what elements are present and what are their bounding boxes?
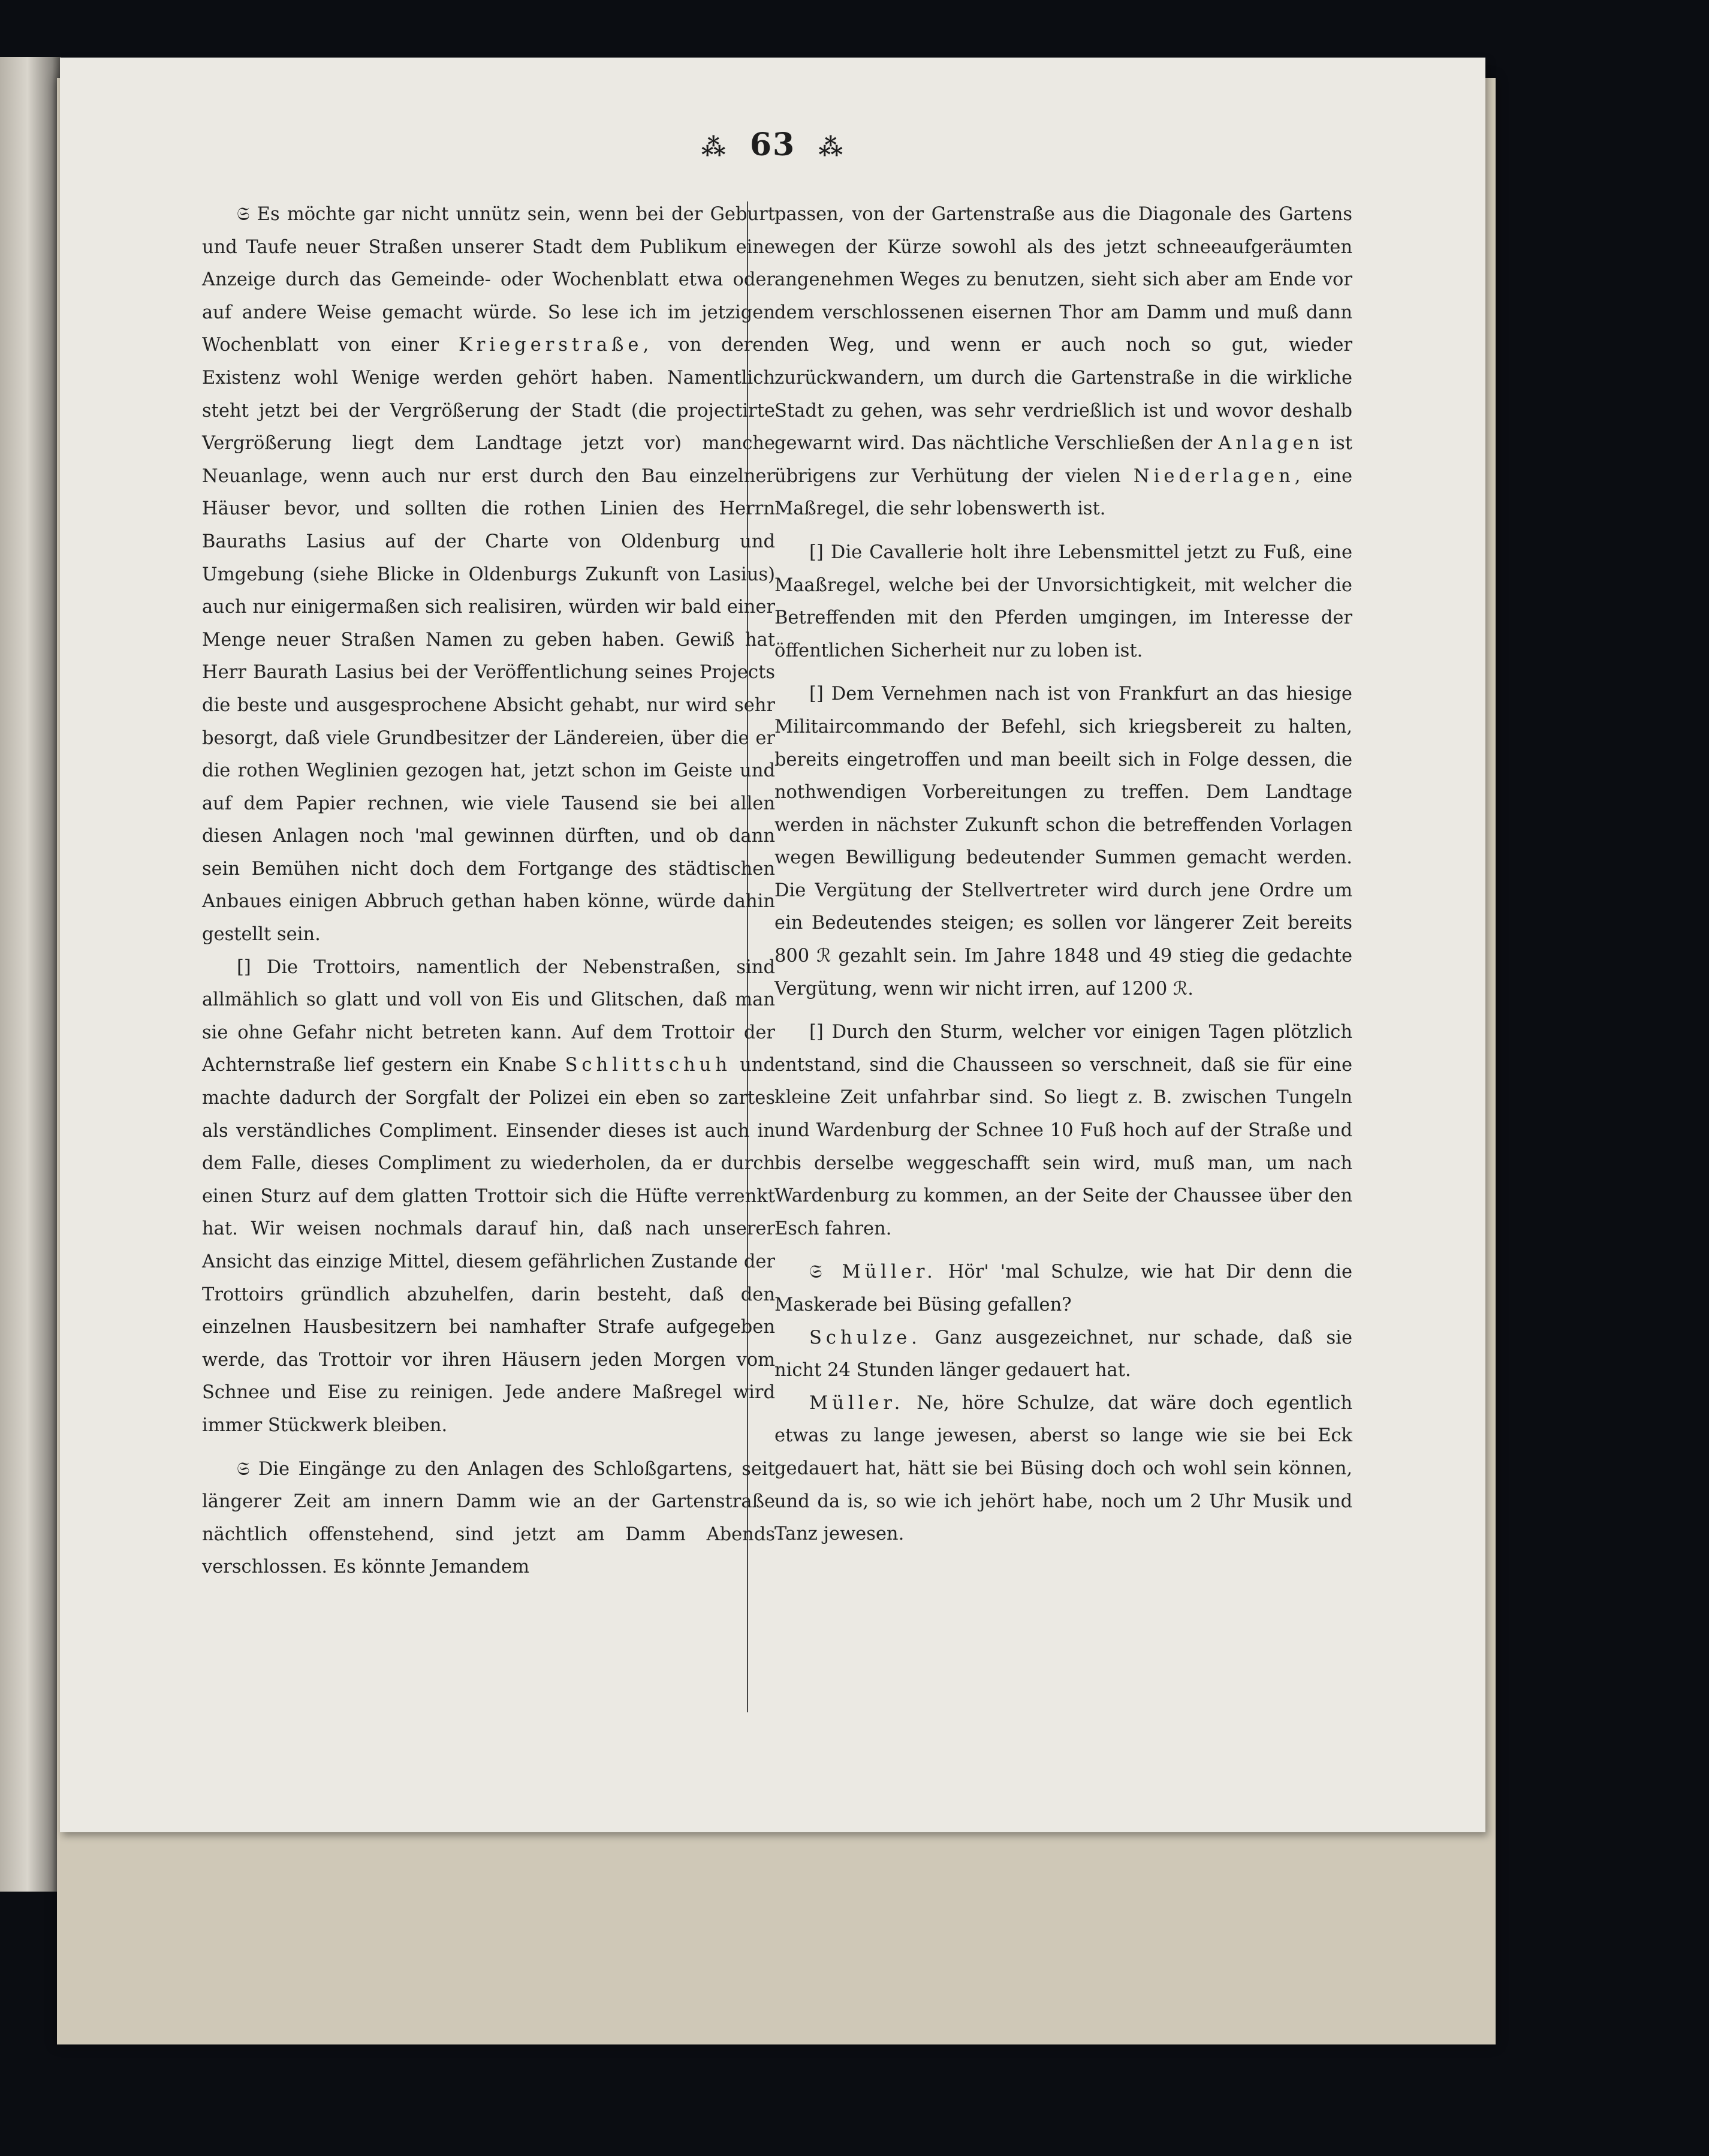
article-schlossgarten-continued [774, 198, 1352, 526]
speaker-name: 𝔖 Müller. [809, 1261, 937, 1283]
article-street-names [202, 198, 775, 951]
speaker-name: Schulze. [809, 1327, 921, 1348]
page-number: 63 [749, 127, 796, 163]
article-text: und machte dadurch der Sorgfalt der Polizei ein eben so zartes als verständliches Compliment. Einsender dieses ist auch in dem Falle, dieses Compliment zu wiederholen, da er durch einen Sturz auf dem glatten Trottoir sich die Hüfte verrenkt hat. Wir weisen nochmals darauf hin, daß nach unserer Ansicht das einzige Mittel, diesem gefährlichen Zustande der Trottoirs gründlich abzuhelfen, darin besteht, daß den einzelnen Hausbesitzern bei namhafter Strafe aufgegeben werde, das Trottoir vor ihren Häusern jeden Morgen vom Schnee und Eise zu reinigen. Jede andere Maßregel wird immer Stückwerk bleiben. [202, 1055, 775, 1436]
article-text: [] Dem Vernehmen nach ist von Frankfurt an das hiesige Militaircommando der Befehl, sich kriegsbereit zu halten, bereits eingetroffen und man beeilt sich in Folge dessen, die nothwendigen Vorbereitungen zu treffen. Dem Landtage werden in nächster Zukunft schon die betreffenden Vorlagen wegen Bewilligung bedeutender Summen gemacht werden. Die Vergütung der Stellvertreter wird durch jene Ordre um ein Bedeutendes steigen; es sollen vor längerer Zeit bereits 800 ℛ gezahlt sein. Im Jahre 1848 und 49 stieg die gedachte Vergütung, wenn wir nicht irren, auf 1200 ℛ. [774, 683, 1352, 999]
article-text: ist übrigens zur Verhütung der vielen [774, 433, 1352, 487]
article-text: [] Die Cavallerie holt ihre Lebensmittel jetzt zu Fuß, eine Maaßregel, welche bei der Unvorsichtigkeit, mit welcher die Betreffenden mit den Pferden umgingen, im Interesse der öffentlichen Sicherheit nur zu loben ist. [774, 541, 1352, 661]
article-militaircommando [774, 678, 1352, 1005]
page-header [60, 127, 1485, 163]
article-text: [] Durch den Sturm, welcher vor einigen Tagen plötzlich entstand, sind die Chausseen so verschneit, daß sie für eine kleine Zeit unfahrbar sind. So liegt z. B. zwischen Tungeln und Wardenburg der Schnee 10 Fuß hoch auf der Straße und bis derselbe weggeschafft sein wird, muß man, um nach Wardenburg zu kommen, an der Seite der Chaussee über den Esch fahren. [774, 1022, 1352, 1239]
dialogue-schulze [774, 1322, 1352, 1387]
article-text: , eine Maßregel, die sehr lobenswerth ist. [774, 465, 1352, 520]
article-text: passen, von der Gartenstraße aus die Diagonale des Gartens wegen der Kürze sowohl als des jetzt schneeaufgeräumten angenehmen Weges zu benutzen, sieht sich aber am Ende vor dem verschlossenen eisernen Thor am Damm und muß dann den Weg, und wenn er auch noch so gut, wieder zurückwandern, um durch die Gartenstraße in die wirkliche Stadt zu gehen, was sehr verdrießlich ist und wovor deshalb gewarnt wird. Das nächtliche Verschließen der [774, 204, 1352, 454]
dialogue-mueller-1 [774, 1256, 1352, 1321]
newspaper-page [60, 58, 1485, 1832]
left-column [202, 198, 775, 1584]
emphasized-text: Niederlagen [1133, 465, 1295, 487]
article-schlossgarten [202, 1453, 775, 1584]
article-cavallerie [774, 537, 1352, 667]
ornament-left-icon: ⁂ [701, 133, 727, 161]
article-text: 𝔖 Es möchte gar nicht unnütz sein, wenn bei der Geburt und Taufe neuer Straßen unserer Stadt dem Publikum eine Anzeige durch das Gemeinde- oder Wochenblatt etwa oder auf andere Weise gemacht würde. So lese ich im jetzigen Wochenblatt von einer [202, 204, 775, 356]
emphasized-text: Anlagen [1218, 433, 1324, 454]
article-text: [] Die Trottoirs, namentlich der Nebenstraßen, sind allmählich so glatt und voll von Eis und Glitschen, daß man sie ohne Gefahr nicht betreten kann. Auf dem Trottoir der Achternstraße lief gestern ein Knabe [202, 956, 775, 1076]
emphasized-text: Kriegerstraße [459, 335, 643, 356]
dialogue-text: Hör' 'mal Schulze, wie hat Dir denn die Maskerade bei Büsing gefallen? [774, 1261, 1352, 1315]
article-text: , von deren Existenz wohl Wenige werden gehört haben. Namentlich steht jetzt bei der Vergrößerung der Stadt (die projectirte Vergrößerung liegt dem Landtage jetzt vor) manche Neuanlage, wenn auch nur erst durch den Bau einzelner Häuser bevor, und sollten die rothen Linien des Herrn Bauraths Lasius auf der Charte von Oldenburg und Umgebung (siehe Blicke in Oldenburgs Zukunft von Lasius) auch nur einigermaßen sich realisiren, würden wir bald einer Menge neuer Straßen Namen zu geben haben. Gewiß hat Herr Baurath Lasius bei der Veröffentlichung seines Projects die beste und ausgesprochene Absicht gehabt, nur wird sehr besorgt, daß viele Grundbesitzer der Ländereien, über die er die rothen Weglinien gezogen hat, jetzt schon im Geiste und auf dem Papier rechnen, wie viele Tausend sie bei allen diesen Anlagen noch 'mal gewinnen dürften, und ob dann sein Bemühen nicht doch dem Fortgange des städtischen Anbaues einigen Abbruch gethan haben könne, würde dahin gestellt sein. [202, 335, 775, 945]
article-trottoirs [202, 951, 775, 1443]
speaker-name: Müller. [809, 1392, 905, 1414]
dialogue-mueller-2 [774, 1387, 1352, 1551]
article-sturm [774, 1016, 1352, 1245]
right-column [774, 198, 1352, 1551]
emphasized-text: Schlittschuh [565, 1055, 731, 1076]
dialogue-text: Ganz ausgezeichnet, nur schade, daß sie nicht 24 Stunden länger gedauert hat. [774, 1327, 1352, 1381]
ornament-right-icon: ⁂ [818, 133, 845, 161]
previous-page-edge [0, 57, 61, 1892]
article-text: 𝔖 Die Eingänge zu den Anlagen des Schloßgartens, seit längerer Zeit am innern Damm wie an der Gartenstraße nächtlich offenstehend, sind jetzt am Damm Abends verschlossen. Es könnte Jemandem [202, 1458, 775, 1578]
dialogue-text: Ne, höre Schulze, dat wäre doch egentlich etwas zu lange jewesen, aberst so lange wie sie bei Eck gedauert hat, hätt sie bei Büsing doch och wohl sein können, und da is, so wie ich jehört habe, noch um 2 Uhr Musik und Tanz jewesen. [774, 1392, 1353, 1545]
